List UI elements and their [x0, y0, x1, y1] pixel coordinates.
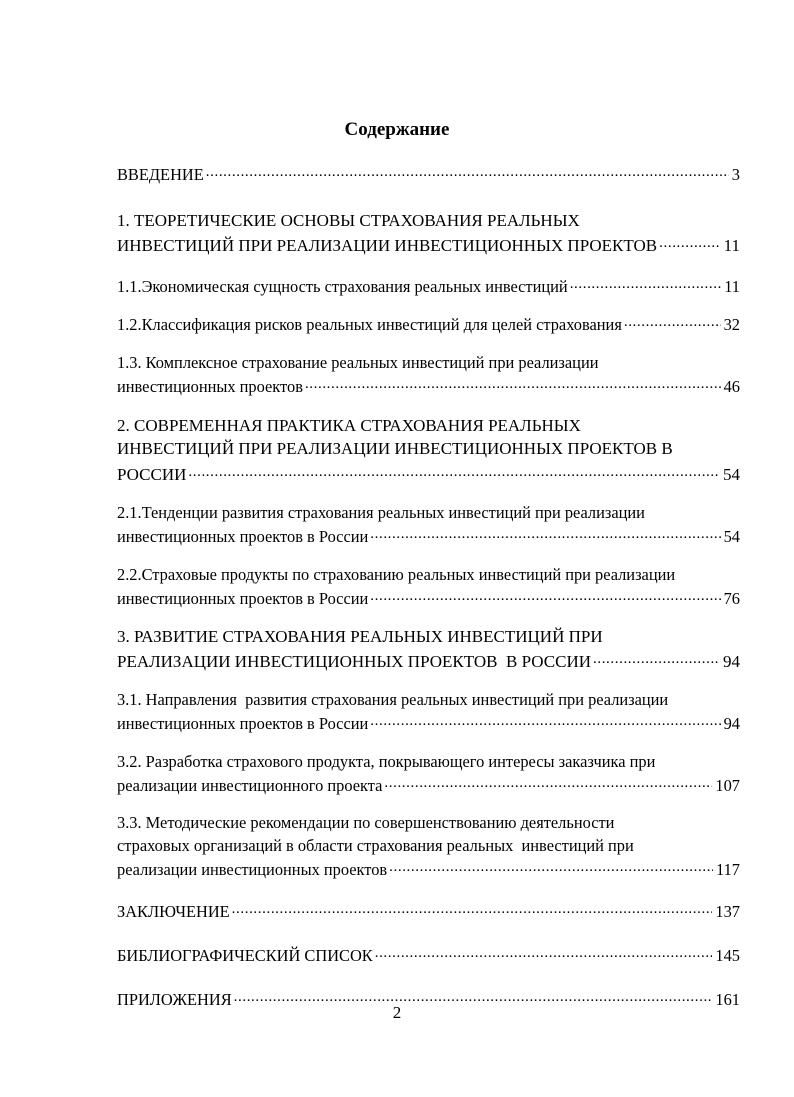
toc-entry-title: РЕАЛИЗАЦИИ ИНВЕСТИЦИОННЫХ ПРОЕКТОВ В РОССИИ — [117, 652, 591, 672]
toc-entry-title: ИНВЕСТИЦИЙ ПРИ РЕАЛИЗАЦИИ ИНВЕСТИЦИОННЫХ ПРОЕКТОВ — [117, 236, 658, 256]
toc-entry-bibliography[interactable] — [117, 943, 740, 967]
dot-leader — [232, 899, 713, 917]
toc-entry-line: 3.2. Разработка страхового продукта, покрывающего интересы заказчика при — [117, 751, 656, 771]
toc-entry-3-1[interactable] — [117, 688, 740, 735]
toc-page-number: 54 — [723, 527, 740, 547]
toc-entry-conclusion[interactable] — [117, 899, 740, 923]
toc-entry-title: инвестиционных проектов в России — [117, 527, 369, 547]
toc-entry-line: 2.1.Тенденции развития страхования реальных инвестиций при реализации — [117, 503, 645, 522]
toc-entry-title: РОССИИ — [117, 464, 187, 484]
toc-entry-title: 1.2.Классификация рисков реальных инвестиций для целей страхования — [117, 314, 622, 334]
toc-entry-1-1[interactable] — [117, 274, 740, 298]
toc-entry-line: 1. ТЕОРЕТИЧЕСКИЕ ОСНОВЫ СТРАХОВАНИЯ РЕАЛЬНЫХ — [117, 211, 580, 231]
toc-entry-chapter-1[interactable] — [117, 209, 740, 258]
toc-entry-title: реализации инвестиционного проекта — [117, 775, 383, 795]
toc-entry-line: ИНВЕСТИЦИЙ ПРИ РЕАЛИЗАЦИИ ИНВЕСТИЦИОННЫХ ПРОЕКТОВ В — [117, 439, 673, 459]
toc-page-number: 32 — [723, 314, 740, 334]
dot-leader — [206, 162, 729, 180]
toc-entry-3-2[interactable] — [117, 750, 740, 797]
dot-leader — [384, 773, 712, 791]
toc-entry-title: реализации инвестиционных проектов — [117, 859, 388, 879]
toc-entry-title: инвестиционных проектов — [117, 376, 303, 396]
toc-entry-1-2[interactable] — [117, 312, 740, 336]
toc-entry-2-2[interactable] — [117, 563, 740, 610]
toc-entry-line: 1.3. Комплексное страхование реальных инвестиций при реализации — [117, 352, 599, 372]
toc-entry-line: 3.1. Направления развития страхования реальных инвестиций при реализации — [117, 689, 669, 709]
toc-entry-1-3[interactable] — [117, 351, 740, 398]
toc-entry-title: инвестиционных проектов в России — [117, 713, 369, 733]
toc-entry-title: ПРИЛОЖЕНИЯ — [117, 989, 232, 1009]
toc-page-number: 161 — [715, 989, 740, 1009]
toc-page-number: 3 — [731, 165, 740, 185]
toc-page-number: 11 — [723, 236, 740, 256]
toc-entry-title: ЗАКЛЮЧЕНИЕ — [117, 901, 230, 921]
toc-page-number: 117 — [716, 859, 740, 879]
toc-entry-title: ВВЕДЕНИЕ — [117, 165, 204, 185]
toc-page-number: 11 — [724, 276, 740, 296]
toc-entry-line: 2.2.Страховые продукты по страхованию реальных инвестиций при реализации — [117, 565, 676, 585]
dot-leader — [570, 274, 722, 292]
toc-page-number: 94 — [723, 713, 740, 733]
toc-page-number: 54 — [723, 464, 740, 484]
dot-leader — [659, 233, 720, 252]
toc-entry-title: инвестиционных проектов в России — [117, 589, 369, 609]
dot-leader — [305, 374, 721, 392]
toc-page-number: 46 — [723, 376, 740, 396]
toc-page-number: 145 — [715, 945, 740, 965]
toc-entry-title: 1.1.Экономическая сущность страхования реальных инвестиций — [117, 276, 568, 296]
toc-page-number: 137 — [715, 901, 740, 921]
table-of-contents — [117, 162, 740, 1011]
page-number: 2 — [392, 1003, 402, 1022]
toc-page-number: 107 — [715, 775, 740, 795]
toc-entry-3-3[interactable] — [117, 811, 740, 881]
toc-entry-line: 3.3. Методические рекомендации по совершенствованию деятельности — [117, 812, 615, 832]
dot-leader — [593, 649, 720, 668]
toc-entry-line: страховых организаций в области страхования реальных инвестиций при — [117, 835, 634, 855]
toc-entry-chapter-3[interactable] — [117, 625, 740, 674]
toc-entry-introduction[interactable] — [117, 162, 740, 186]
dot-leader — [370, 586, 720, 604]
dot-leader — [389, 857, 713, 875]
toc-entry-chapter-2[interactable] — [117, 414, 740, 486]
toc-page-number: 76 — [723, 589, 740, 609]
dot-leader — [370, 711, 720, 729]
toc-entry-2-1[interactable] — [117, 501, 740, 548]
toc-page-number: 94 — [723, 652, 740, 672]
toc-title: Содержание — [344, 119, 450, 140]
dot-leader — [370, 524, 720, 542]
toc-entry-line: 3. РАЗВИТИЕ СТРАХОВАНИЯ РЕАЛЬНЫХ ИНВЕСТИЦИЙ ПРИ — [117, 627, 603, 647]
toc-entry-line: 2. СОВРЕМЕННАЯ ПРАКТИКА СТРАХОВАНИЯ РЕАЛЬНЫХ — [117, 415, 581, 435]
dot-leader — [624, 312, 721, 330]
toc-entry-title: БИБЛИОГРАФИЧЕСКИЙ СПИСОК — [117, 945, 373, 965]
dot-leader — [375, 943, 713, 961]
dot-leader — [188, 461, 720, 480]
